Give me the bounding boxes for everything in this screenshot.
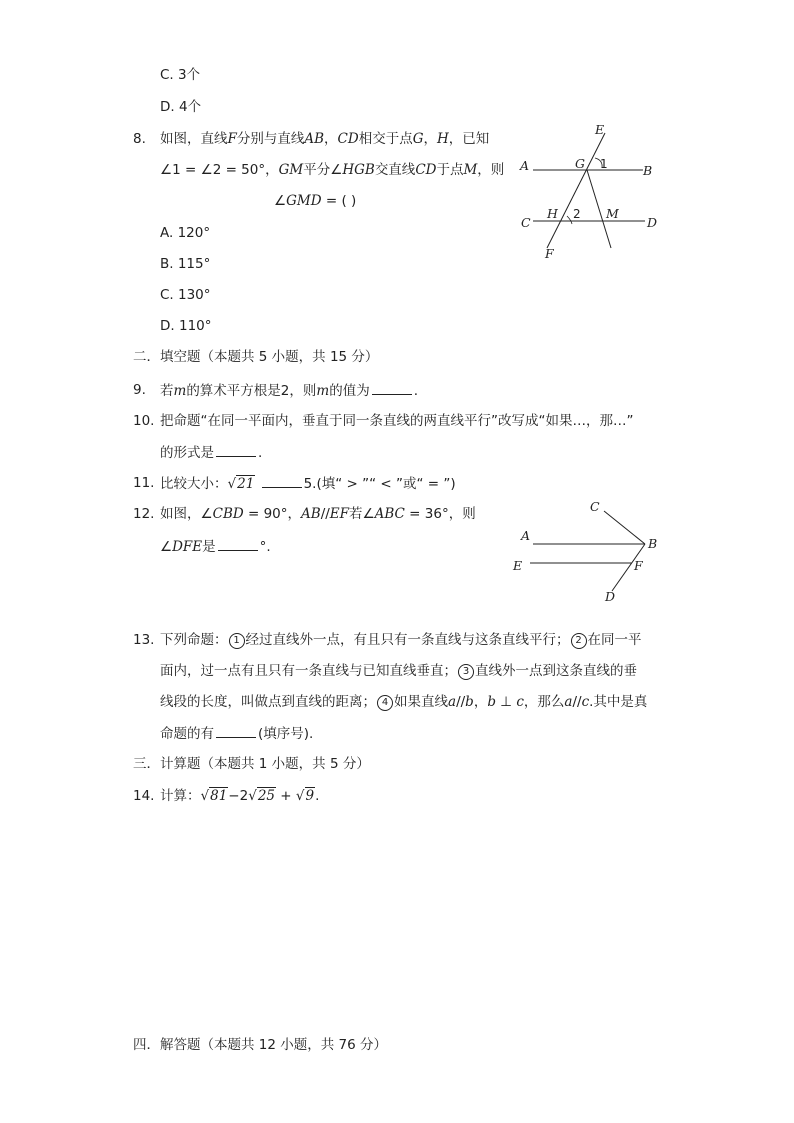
circled-4: 4 <box>377 695 393 711</box>
question-12-line-1: 如图，∠CBD = 90°，AB//EF若∠ABC = 36°，则 <box>160 506 476 522</box>
question-number: 8. <box>133 131 146 147</box>
label-c: C <box>521 215 531 230</box>
sqrt-9: √9 <box>295 788 315 804</box>
option-d: D. 4个 <box>160 99 202 115</box>
question-number: 11. <box>133 475 155 491</box>
line-ef <box>547 133 605 248</box>
question-number: 12. <box>133 506 155 522</box>
question-10-line-1: 把命题“在同一平面内，垂直于同一条直线的两直线平行”改写成“如果…，那…” <box>160 413 634 429</box>
figure-q8 <box>515 120 665 265</box>
section-heading: 二．填空题（本题共 5 小题，共 15 分） <box>133 349 379 365</box>
question-14: 计算：√81−2√25 + √9. <box>160 788 320 804</box>
option-b: B. 115° <box>160 256 211 272</box>
label-1: 1 <box>600 157 608 171</box>
circled-1: 1 <box>229 633 245 649</box>
circled-2: 2 <box>571 633 587 649</box>
label-e: E <box>595 122 605 137</box>
question-10-line-2: 的形式是 . <box>160 445 263 461</box>
answer-blank <box>372 381 412 395</box>
question-12-line-2: ∠DFE是 °. <box>160 539 271 555</box>
label-f: F <box>634 558 643 573</box>
sqrt-21: √21 <box>227 476 255 492</box>
question-number: 13. <box>133 632 155 648</box>
option-d: D. 110° <box>160 318 212 334</box>
section-heading: 三．计算题（本题共 1 小题，共 5 分） <box>133 756 370 772</box>
sqrt-81: √81 <box>200 788 228 804</box>
sqrt-25: √25 <box>248 788 275 804</box>
circled-3: 3 <box>458 664 474 680</box>
label-2: 2 <box>573 207 581 221</box>
label-d: D <box>647 215 658 230</box>
label-b: B <box>643 163 653 178</box>
figure-q12 <box>505 495 670 610</box>
label-h: H <box>547 206 558 221</box>
label-e: E <box>513 558 523 573</box>
question-9: 若m的算术平方根是2，则m的值为 . <box>160 383 419 399</box>
section-heading: 四．解答题（本题共 12 小题，共 76 分） <box>133 1037 388 1053</box>
question-11: 比较大小：√21 5.(填“ > ”“ < ”或“ = ”) <box>160 476 456 492</box>
option-c: C. 3个 <box>160 67 201 83</box>
question-13-line-3: 线段的长度，叫做点到直线的距离； 4 如果直线a//b，b ⊥ c，那么a//c.其中是真 <box>160 694 648 710</box>
label-f: F <box>545 246 554 261</box>
answer-blank <box>216 724 256 738</box>
question-number: 10. <box>133 413 155 429</box>
option-c: C. 130° <box>160 287 211 303</box>
label-c: C <box>590 499 600 514</box>
label-b: B <box>648 536 658 551</box>
question-8-line-2: ∠1 = ∠2 = 50°，GM平分∠HGB交直线CD于点M，则 <box>160 162 505 178</box>
answer-blank <box>218 537 258 551</box>
option-a: A. 120° <box>160 225 211 241</box>
answer-blank <box>216 443 256 457</box>
angle-2-arc <box>567 216 572 224</box>
label-d: D <box>605 589 616 604</box>
question-13-line-1: 下列命题： 1 经过直线外一点，有且只有一条直线与这条直线平行； 2 在同一平 <box>160 632 642 648</box>
question-8-line-3: ∠GMD = ( ) <box>274 193 357 209</box>
question-number: 14. <box>133 788 155 804</box>
label-m: M <box>606 206 619 221</box>
question-13-line-2: 面内，过一点有且只有一条直线与已知直线垂直； 3 直线外一点到这条直线的垂 <box>160 663 637 679</box>
question-8-line-1: 如图，直线F分别与直线AB，CD相交于点G，H，已知 <box>160 131 490 147</box>
question-number: 9. <box>133 382 146 398</box>
label-a: A <box>520 158 530 173</box>
label-g: G <box>575 156 585 171</box>
label-a: A <box>521 528 531 543</box>
question-13-line-4: 命题的有 (填序号). <box>160 726 314 742</box>
line-bc <box>604 511 645 544</box>
answer-blank <box>262 474 302 488</box>
